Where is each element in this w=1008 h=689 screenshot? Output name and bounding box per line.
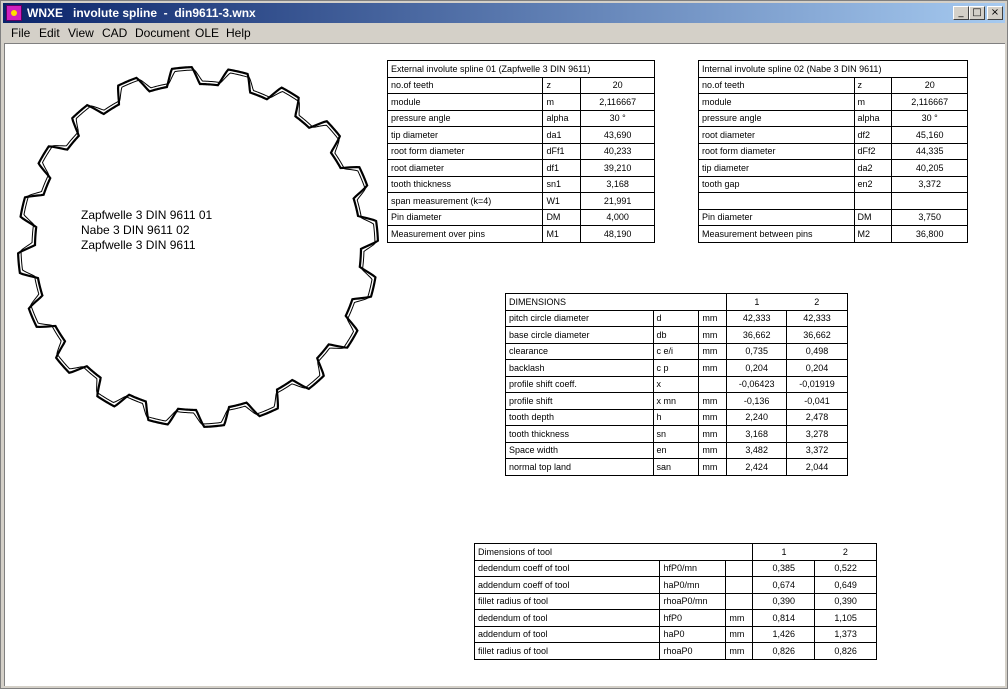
table-cell: 20 xyxy=(892,77,968,94)
table-cell: en2 xyxy=(854,176,892,193)
internal-table-title: Internal involute spline 02 (Nabe 3 DIN 9611) xyxy=(699,61,968,78)
table-cell: 0,826 xyxy=(753,643,815,660)
table-row xyxy=(699,143,968,160)
dimensions-title: DIMENSIONS xyxy=(506,294,727,311)
table-cell: 2,116667 xyxy=(581,94,655,111)
table-cell: tooth depth xyxy=(506,409,654,426)
table-row xyxy=(699,226,968,243)
table-cell: 2,424 xyxy=(727,459,787,476)
table-row xyxy=(388,77,655,94)
table-cell: mm xyxy=(699,393,727,410)
table-cell: 0,498 xyxy=(787,343,848,360)
table-cell: 21,991 xyxy=(581,193,655,210)
table-cell: 0,826 xyxy=(815,643,877,660)
menu-cad[interactable]: CAD xyxy=(102,26,128,40)
table-cell: m xyxy=(854,94,892,111)
table-cell: en xyxy=(653,442,699,459)
table-row xyxy=(506,360,848,377)
table-cell: 40,205 xyxy=(892,160,968,177)
table-row xyxy=(699,110,968,127)
table-cell: 0,649 xyxy=(815,577,877,594)
table-cell: root form diameter xyxy=(699,143,855,160)
table-row xyxy=(388,226,655,243)
table-row xyxy=(699,160,968,177)
table-row xyxy=(388,160,655,177)
table-cell: 0,204 xyxy=(727,360,787,377)
table-cell: 3,482 xyxy=(727,442,787,459)
table-cell: 1,426 xyxy=(753,626,815,643)
table-cell xyxy=(854,193,892,210)
table-row xyxy=(388,176,655,193)
table-cell: clearance xyxy=(506,343,654,360)
table-cell: 1,105 xyxy=(815,610,877,627)
table-cell: 2,478 xyxy=(787,409,848,426)
table-cell: alpha xyxy=(854,110,892,127)
table-cell: m xyxy=(543,94,581,111)
table-cell: x xyxy=(653,376,699,393)
table-row xyxy=(475,560,877,577)
table-cell: no.of teeth xyxy=(699,77,855,94)
table-cell: c e/i xyxy=(653,343,699,360)
table-cell: Pin diameter xyxy=(388,209,543,226)
gear-label-1: Zapfwelle 3 DIN 9611 01 xyxy=(81,208,213,222)
table-cell: san xyxy=(653,459,699,476)
external-table-title: External involute spline 01 (Zapfwelle 3 DIN 9611) xyxy=(388,61,655,78)
table-cell: root diameter xyxy=(388,160,543,177)
table-row xyxy=(506,343,848,360)
table-cell: 0,390 xyxy=(815,593,877,610)
table-cell: span measurement (k=4) xyxy=(388,193,543,210)
table-row xyxy=(388,209,655,226)
table-cell: 2,116667 xyxy=(892,94,968,111)
table-cell: -0,06423 xyxy=(727,376,787,393)
table-cell: 2,044 xyxy=(787,459,848,476)
table-row xyxy=(506,426,848,443)
dimensions-col1-header: 1 xyxy=(727,294,787,311)
table-cell: c p xyxy=(653,360,699,377)
table-row xyxy=(506,327,848,344)
table-cell: rhoaP0 xyxy=(660,643,726,660)
table-row xyxy=(506,310,848,327)
menu-file[interactable]: File xyxy=(11,26,31,40)
table-cell: mm xyxy=(699,409,727,426)
table-cell: hfP0 xyxy=(660,610,726,627)
table-cell: 40,233 xyxy=(581,143,655,160)
table-cell: normal top land xyxy=(506,459,654,476)
table-cell: da2 xyxy=(854,160,892,177)
tool-dimensions-table xyxy=(474,543,877,660)
table-cell: 3,372 xyxy=(892,176,968,193)
gear-label-2: Nabe 3 DIN 9611 02 xyxy=(81,223,190,237)
table-cell: 0,522 xyxy=(815,560,877,577)
table-cell: tooth thickness xyxy=(506,426,654,443)
table-cell: haP0/mn xyxy=(660,577,726,594)
gear-label-3: Zapfwelle 3 DIN 9611 xyxy=(81,238,196,252)
table-cell: 3,750 xyxy=(892,209,968,226)
table-row xyxy=(506,376,848,393)
table-cell: 4,000 xyxy=(581,209,655,226)
table-row xyxy=(388,127,655,144)
table-cell: Measurement between pins xyxy=(699,226,855,243)
table-cell: dedendum of tool xyxy=(475,610,660,627)
table-cell: profile shift xyxy=(506,393,654,410)
table-cell: tip diameter xyxy=(699,160,855,177)
table-cell: h xyxy=(653,409,699,426)
table-row xyxy=(699,209,968,226)
table-row xyxy=(699,94,968,111)
table-cell: 3,168 xyxy=(727,426,787,443)
table-cell: dFf1 xyxy=(543,143,581,160)
table-cell: 0,385 xyxy=(753,560,815,577)
external-spline-table xyxy=(387,60,655,243)
external-spline-outline xyxy=(18,67,378,427)
title-bar[interactable] xyxy=(3,3,1005,23)
table-cell: base circle diameter xyxy=(506,327,654,344)
internal-spline-table xyxy=(698,60,968,243)
table-cell: sn1 xyxy=(543,176,581,193)
table-cell: dFf2 xyxy=(854,143,892,160)
table-cell: rhoaP0/mn xyxy=(660,593,726,610)
table-cell: 0,674 xyxy=(753,577,815,594)
table-cell: addendum of tool xyxy=(475,626,660,643)
table-cell: 36,662 xyxy=(727,327,787,344)
table-cell: fillet radius of tool xyxy=(475,643,660,660)
table-cell: mm xyxy=(699,310,727,327)
table-cell: d xyxy=(653,310,699,327)
table-cell xyxy=(726,577,753,594)
table-cell xyxy=(726,560,753,577)
table-cell: -0,01919 xyxy=(787,376,848,393)
table-cell: DM xyxy=(543,209,581,226)
menu-help[interactable]: Help xyxy=(226,26,251,40)
table-cell: 39,210 xyxy=(581,160,655,177)
table-cell: mm xyxy=(726,626,753,643)
table-cell: haP0 xyxy=(660,626,726,643)
table-row xyxy=(475,626,877,643)
table-cell: alpha xyxy=(543,110,581,127)
table-cell: root form diameter xyxy=(388,143,543,160)
table-cell: 20 xyxy=(581,77,655,94)
table-cell: mm xyxy=(726,643,753,660)
table-cell: 48,190 xyxy=(581,226,655,243)
table-cell: mm xyxy=(699,343,727,360)
table-cell: 3,278 xyxy=(787,426,848,443)
table-cell: 0,204 xyxy=(787,360,848,377)
table-cell xyxy=(699,376,727,393)
table-cell: 3,372 xyxy=(787,442,848,459)
table-cell: mm xyxy=(699,327,727,344)
table-cell: 30 ° xyxy=(581,110,655,127)
table-cell: 0,735 xyxy=(727,343,787,360)
table-cell: db xyxy=(653,327,699,344)
table-cell: 42,333 xyxy=(727,310,787,327)
table-cell: 2,240 xyxy=(727,409,787,426)
table-cell: Space width xyxy=(506,442,654,459)
table-cell: 3,168 xyxy=(581,176,655,193)
table-row xyxy=(388,143,655,160)
table-cell: 0,814 xyxy=(753,610,815,627)
dimensions-col2-header: 2 xyxy=(787,294,848,311)
table-cell: pressure angle xyxy=(699,110,855,127)
menu-document[interactable]: Document xyxy=(135,26,190,40)
table-row xyxy=(388,193,655,210)
window-title: WNXE involute spline - din9611-3.wnx xyxy=(27,6,256,20)
table-row xyxy=(388,94,655,111)
table-cell: M2 xyxy=(854,226,892,243)
dimensions-table xyxy=(505,293,848,476)
table-row xyxy=(699,127,968,144)
app-icon[interactable] xyxy=(6,5,22,21)
menu-edit[interactable]: Edit xyxy=(39,26,60,40)
table-cell: 36,662 xyxy=(787,327,848,344)
table-cell: W1 xyxy=(543,193,581,210)
menu-bar xyxy=(3,23,1005,42)
table-cell: pressure angle xyxy=(388,110,543,127)
table-cell: 36,800 xyxy=(892,226,968,243)
table-cell: -0,136 xyxy=(727,393,787,410)
table-cell: 30 ° xyxy=(892,110,968,127)
menu-ole[interactable]: OLE xyxy=(195,26,220,40)
table-row xyxy=(475,610,877,627)
minimize-button[interactable]: _ xyxy=(953,6,969,20)
table-row xyxy=(699,176,968,193)
table-row xyxy=(388,110,655,127)
table-cell: tooth gap xyxy=(699,176,855,193)
table-cell: pitch circle diameter xyxy=(506,310,654,327)
close-button[interactable]: × xyxy=(987,6,1003,20)
table-cell: sn xyxy=(653,426,699,443)
table-cell: M1 xyxy=(543,226,581,243)
table-cell: backlash xyxy=(506,360,654,377)
table-row xyxy=(506,442,848,459)
table-row xyxy=(506,393,848,410)
tool-table-title: Dimensions of tool xyxy=(475,544,753,561)
table-cell: 43,690 xyxy=(581,127,655,144)
table-cell: mm xyxy=(699,442,727,459)
table-cell: -0,041 xyxy=(787,393,848,410)
table-row xyxy=(699,193,968,210)
table-cell: 42,333 xyxy=(787,310,848,327)
table-cell: 1,373 xyxy=(815,626,877,643)
table-cell: module xyxy=(699,94,855,111)
table-cell xyxy=(892,193,968,210)
table-cell: mm xyxy=(699,459,727,476)
table-cell: dedendum coeff of tool xyxy=(475,560,660,577)
tool-col1-header: 1 xyxy=(753,544,815,561)
table-cell: da1 xyxy=(543,127,581,144)
table-cell: mm xyxy=(699,426,727,443)
table-cell: module xyxy=(388,94,543,111)
table-cell: z xyxy=(854,77,892,94)
table-cell: DM xyxy=(854,209,892,226)
table-cell: no.of teeth xyxy=(388,77,543,94)
table-cell xyxy=(699,193,855,210)
tool-col2-header: 2 xyxy=(815,544,877,561)
table-cell: root diameter xyxy=(699,127,855,144)
table-row xyxy=(475,577,877,594)
table-cell: 45,160 xyxy=(892,127,968,144)
table-cell: 0,390 xyxy=(753,593,815,610)
table-cell: addendum coeff of tool xyxy=(475,577,660,594)
table-cell: profile shift coeff. xyxy=(506,376,654,393)
spline-drawing xyxy=(13,62,383,432)
table-cell: df1 xyxy=(543,160,581,177)
table-cell: tip diameter xyxy=(388,127,543,144)
document-area[interactable] xyxy=(4,43,1005,686)
table-cell: Pin diameter xyxy=(699,209,855,226)
table-row xyxy=(506,409,848,426)
table-cell: hfP0/mn xyxy=(660,560,726,577)
table-row xyxy=(699,77,968,94)
table-cell xyxy=(726,593,753,610)
table-row xyxy=(506,459,848,476)
table-cell: z xyxy=(543,77,581,94)
table-row xyxy=(475,593,877,610)
maximize-button[interactable]: □ xyxy=(969,6,985,20)
table-row xyxy=(475,643,877,660)
table-cell: fillet radius of tool xyxy=(475,593,660,610)
table-cell: Measurement over pins xyxy=(388,226,543,243)
table-cell: x mn xyxy=(653,393,699,410)
table-cell: df2 xyxy=(854,127,892,144)
table-cell: mm xyxy=(699,360,727,377)
table-cell: tooth thickness xyxy=(388,176,543,193)
menu-view[interactable]: View xyxy=(68,26,94,40)
table-cell: mm xyxy=(726,610,753,627)
table-cell: 44,335 xyxy=(892,143,968,160)
